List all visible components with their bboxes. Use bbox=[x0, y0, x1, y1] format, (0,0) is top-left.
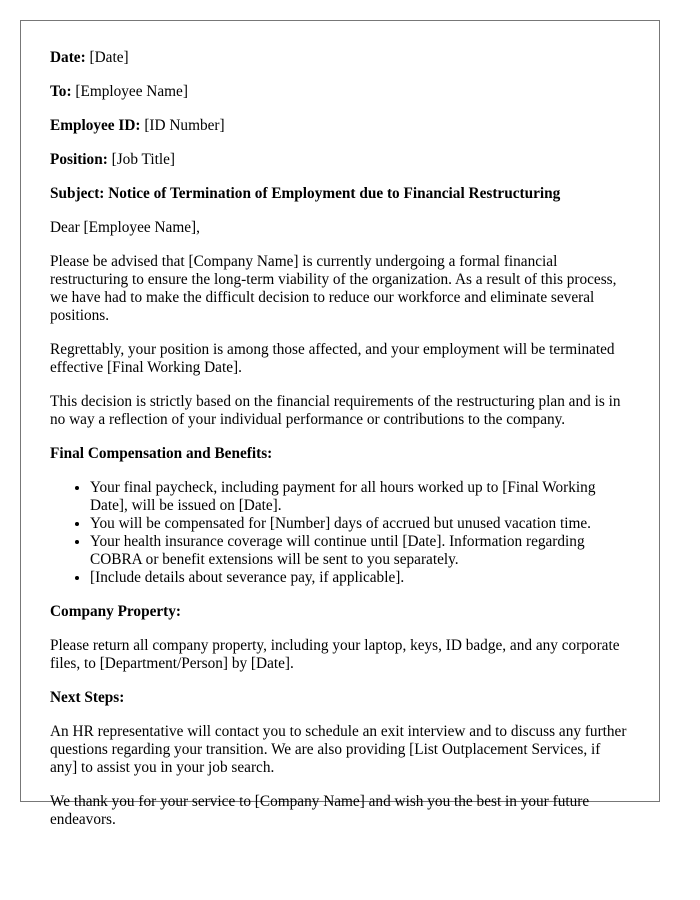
to-label: To: bbox=[50, 83, 72, 100]
next-steps-heading: Next Steps: bbox=[50, 689, 125, 706]
salutation: Dear [Employee Name], bbox=[50, 219, 200, 236]
subject-line: Subject: Notice of Termination of Employment due to Financial Restructuring bbox=[50, 185, 561, 202]
position-label: Position: bbox=[50, 151, 108, 168]
property-text: Please return all company property, including your laptop, keys, ID badge, and any corporate files, to [Department/Person] by [Date]. bbox=[50, 637, 620, 672]
to-value: [Employee Name] bbox=[75, 83, 188, 100]
date-line bbox=[50, 49, 630, 67]
paragraph-decision: This decision is strictly based on the financial requirements of the restructuring plan and is in no way a reflection of your individual performance or contributions to the company. bbox=[50, 393, 621, 428]
property-heading: Company Property: bbox=[50, 603, 182, 620]
to-line bbox=[50, 83, 630, 101]
position-line bbox=[50, 151, 630, 169]
paragraph-restructuring: Please be advised that [Company Name] is currently undergoing a formal financial restructuring to ensure the long-term viability of the organization. As a result of this process, we have had to make the difficult decision to reduce our workforce and eliminate several positions. bbox=[50, 253, 617, 324]
position-value: [Job Title] bbox=[111, 151, 175, 168]
letter-body bbox=[21, 21, 659, 829]
employee-id-label: Employee ID: bbox=[50, 117, 141, 134]
next-steps-text: An HR representative will contact you to schedule an exit interview and to discuss any further questions regarding your transition. We are also providing [List Outplacement Services, if any] to assist you in your job search. bbox=[50, 723, 627, 776]
list-item: • Your health insurance coverage will continue until [Date]. Information regarding COBRA or benefit extensions will be sent to you separately. bbox=[90, 533, 630, 569]
paragraph-termination: Regrettably, your position is among those affected, and your employment will be terminated effective [Final Working Date]. bbox=[50, 341, 615, 376]
employee-id-line bbox=[50, 117, 630, 135]
closing-paragraph: We thank you for your service to [Company Name] and wish you the best in your future endeavors. bbox=[50, 793, 590, 828]
list-item: • [Include details about severance pay, if applicable]. bbox=[90, 569, 630, 587]
list-item: • You will be compensated for [Number] days of accrued but unused vacation time. bbox=[90, 515, 630, 533]
employee-id-value: [ID Number] bbox=[144, 117, 225, 134]
compensation-list bbox=[50, 479, 630, 587]
date-label: Date: bbox=[50, 49, 86, 66]
compensation-heading: Final Compensation and Benefits: bbox=[50, 445, 273, 462]
letter-document bbox=[20, 20, 660, 828]
list-item: • Your final paycheck, including payment for all hours worked up to [Final Working Date], will be issued on [Date]. bbox=[90, 479, 630, 515]
date-value: [Date] bbox=[89, 49, 129, 66]
